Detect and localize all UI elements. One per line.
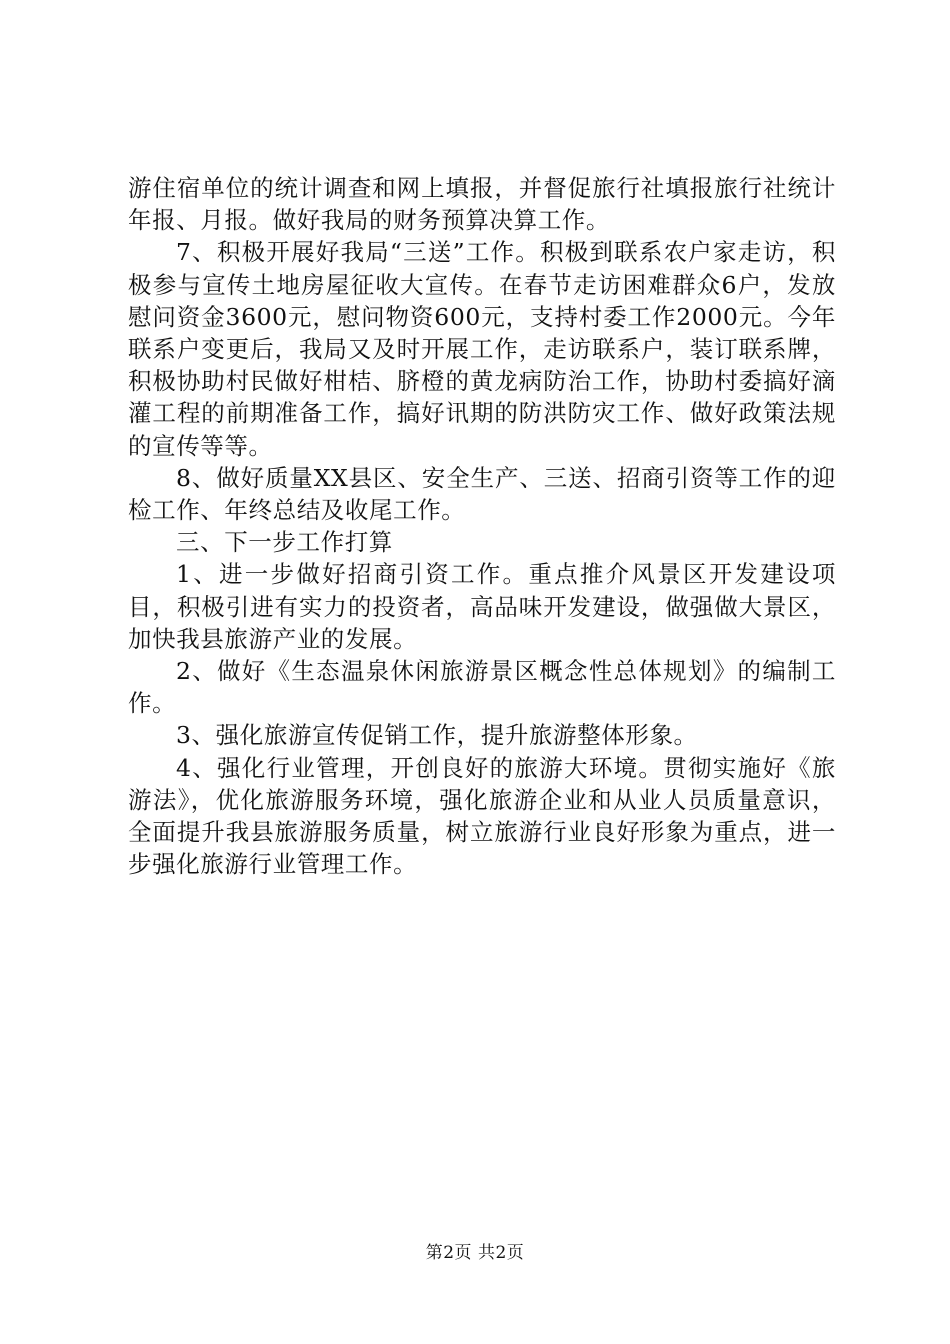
paragraph-plan-4: 4、强化行业管理，开创良好的旅游大环境。贯彻实施好《旅游法》，优化旅游服务环境，强化旅游企业和从业人员质量意识，全面提升我县旅游服务质量，树立旅游行业良好形象为重点，进一步强化旅游行业管理工作。 xyxy=(128,753,836,879)
document-body xyxy=(128,172,836,880)
paragraph-plan-3: 3、强化旅游宣传促销工作，提升旅游整体形象。 xyxy=(176,721,698,750)
paragraph-plan-2: 2、做好《生态温泉休闲旅游景区概念性总体规划》的编制工作。 xyxy=(128,657,836,718)
paragraph-continuation: 游住宿单位的统计调查和网上填报，并督促旅行社填报旅行社统计年报、月报。做好我局的财务预算决算工作。 xyxy=(128,174,836,235)
page-footer: 第2页 共2页 xyxy=(425,1243,525,1263)
paragraph-plan-1: 1、进一步做好招商引资工作。重点推介风景区开发建设项目，积极引进有实力的投资者，高品味开发建设，做强做大景区，加快我县旅游产业的发展。 xyxy=(128,560,836,653)
paragraph-item-8: 8、做好质量XX县区、安全生产、三送、招商引资等工作的迎检工作、年终总结及收尾工作。 xyxy=(128,463,836,525)
paragraph-item-7: 7、积极开展好我局“三送”工作。积极到联系农户家走访，积极参与宣传土地房屋征收大宣传。在春节走访困难群众6户，发放慰问资金3600元，慰问物资600元，支持村委工作2000元。今年联系户变更后，我局又及时开展工作，走访联系户，装订联系牌，积极协助村民做好柑桔、脐橙的黄龙病防治工作，协助村委搞好滴灌工程的前期准备工作，搞好讯期的防洪防灾工作、做好政策法规的宣传等等。 xyxy=(128,238,836,460)
section-heading-next-steps: 三、下一步工作打算 xyxy=(176,528,393,557)
